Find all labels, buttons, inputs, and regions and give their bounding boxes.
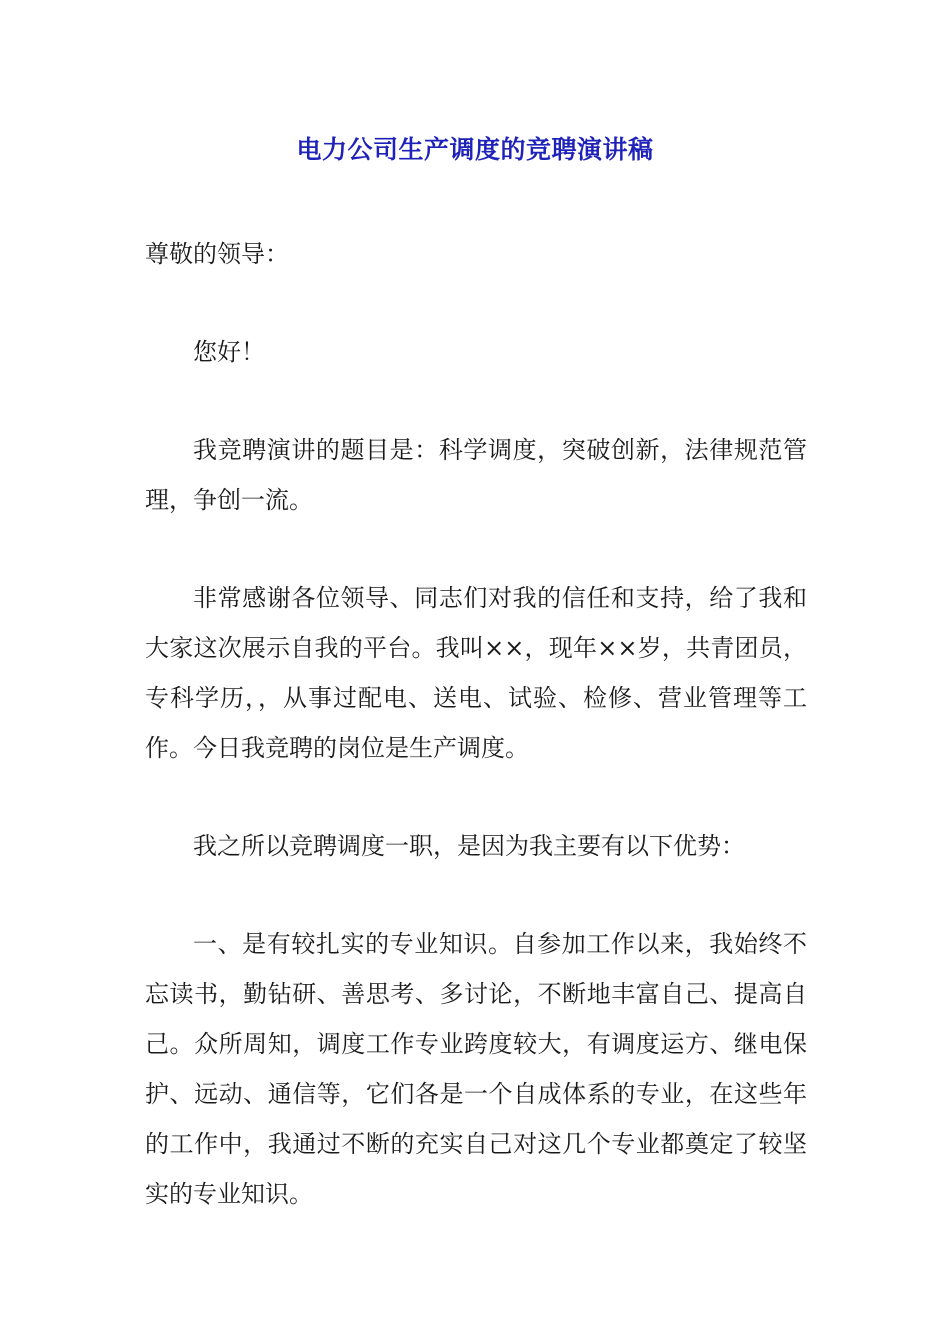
document-title: 电力公司生产调度的竞聘演讲稿 [296, 135, 654, 164]
paragraph-topic: 我竞聘演讲的题目是：科学调度，突破创新，法律规范管理，争创一流。 [145, 436, 807, 514]
paragraph-advantage-one: 一、是有较扎实的专业知识。自参加工作以来，我始终不忘读书，勤钻研、善思考、多讨论，不断地丰富自己、提高自己。众所周知，调度工作专业跨度较大，有调度运方、继电保护、远动、通信等，它们各是一个自成体系的专业，在这些年的工作中，我通过不断的充实自己对这几个专业都奠定了较坚实的专业知识。 [145, 930, 807, 1208]
salutation: 尊敬的领导： [145, 240, 289, 268]
paragraph-advantages-intro: 我之所以竞聘调度一职，是因为我主要有以下优势： [193, 832, 745, 860]
paragraph-greeting: 您好！ [193, 338, 265, 366]
paragraph-introduction: 非常感谢各位领导、同志们对我的信任和支持，给了我和大家这次展示自我的平台。我叫××，现年××岁，共青团员，专科学历，，从事过配电、送电、试验、检修、营业管理等工作。今日我竞聘的岗位是生产调度。 [145, 584, 807, 762]
